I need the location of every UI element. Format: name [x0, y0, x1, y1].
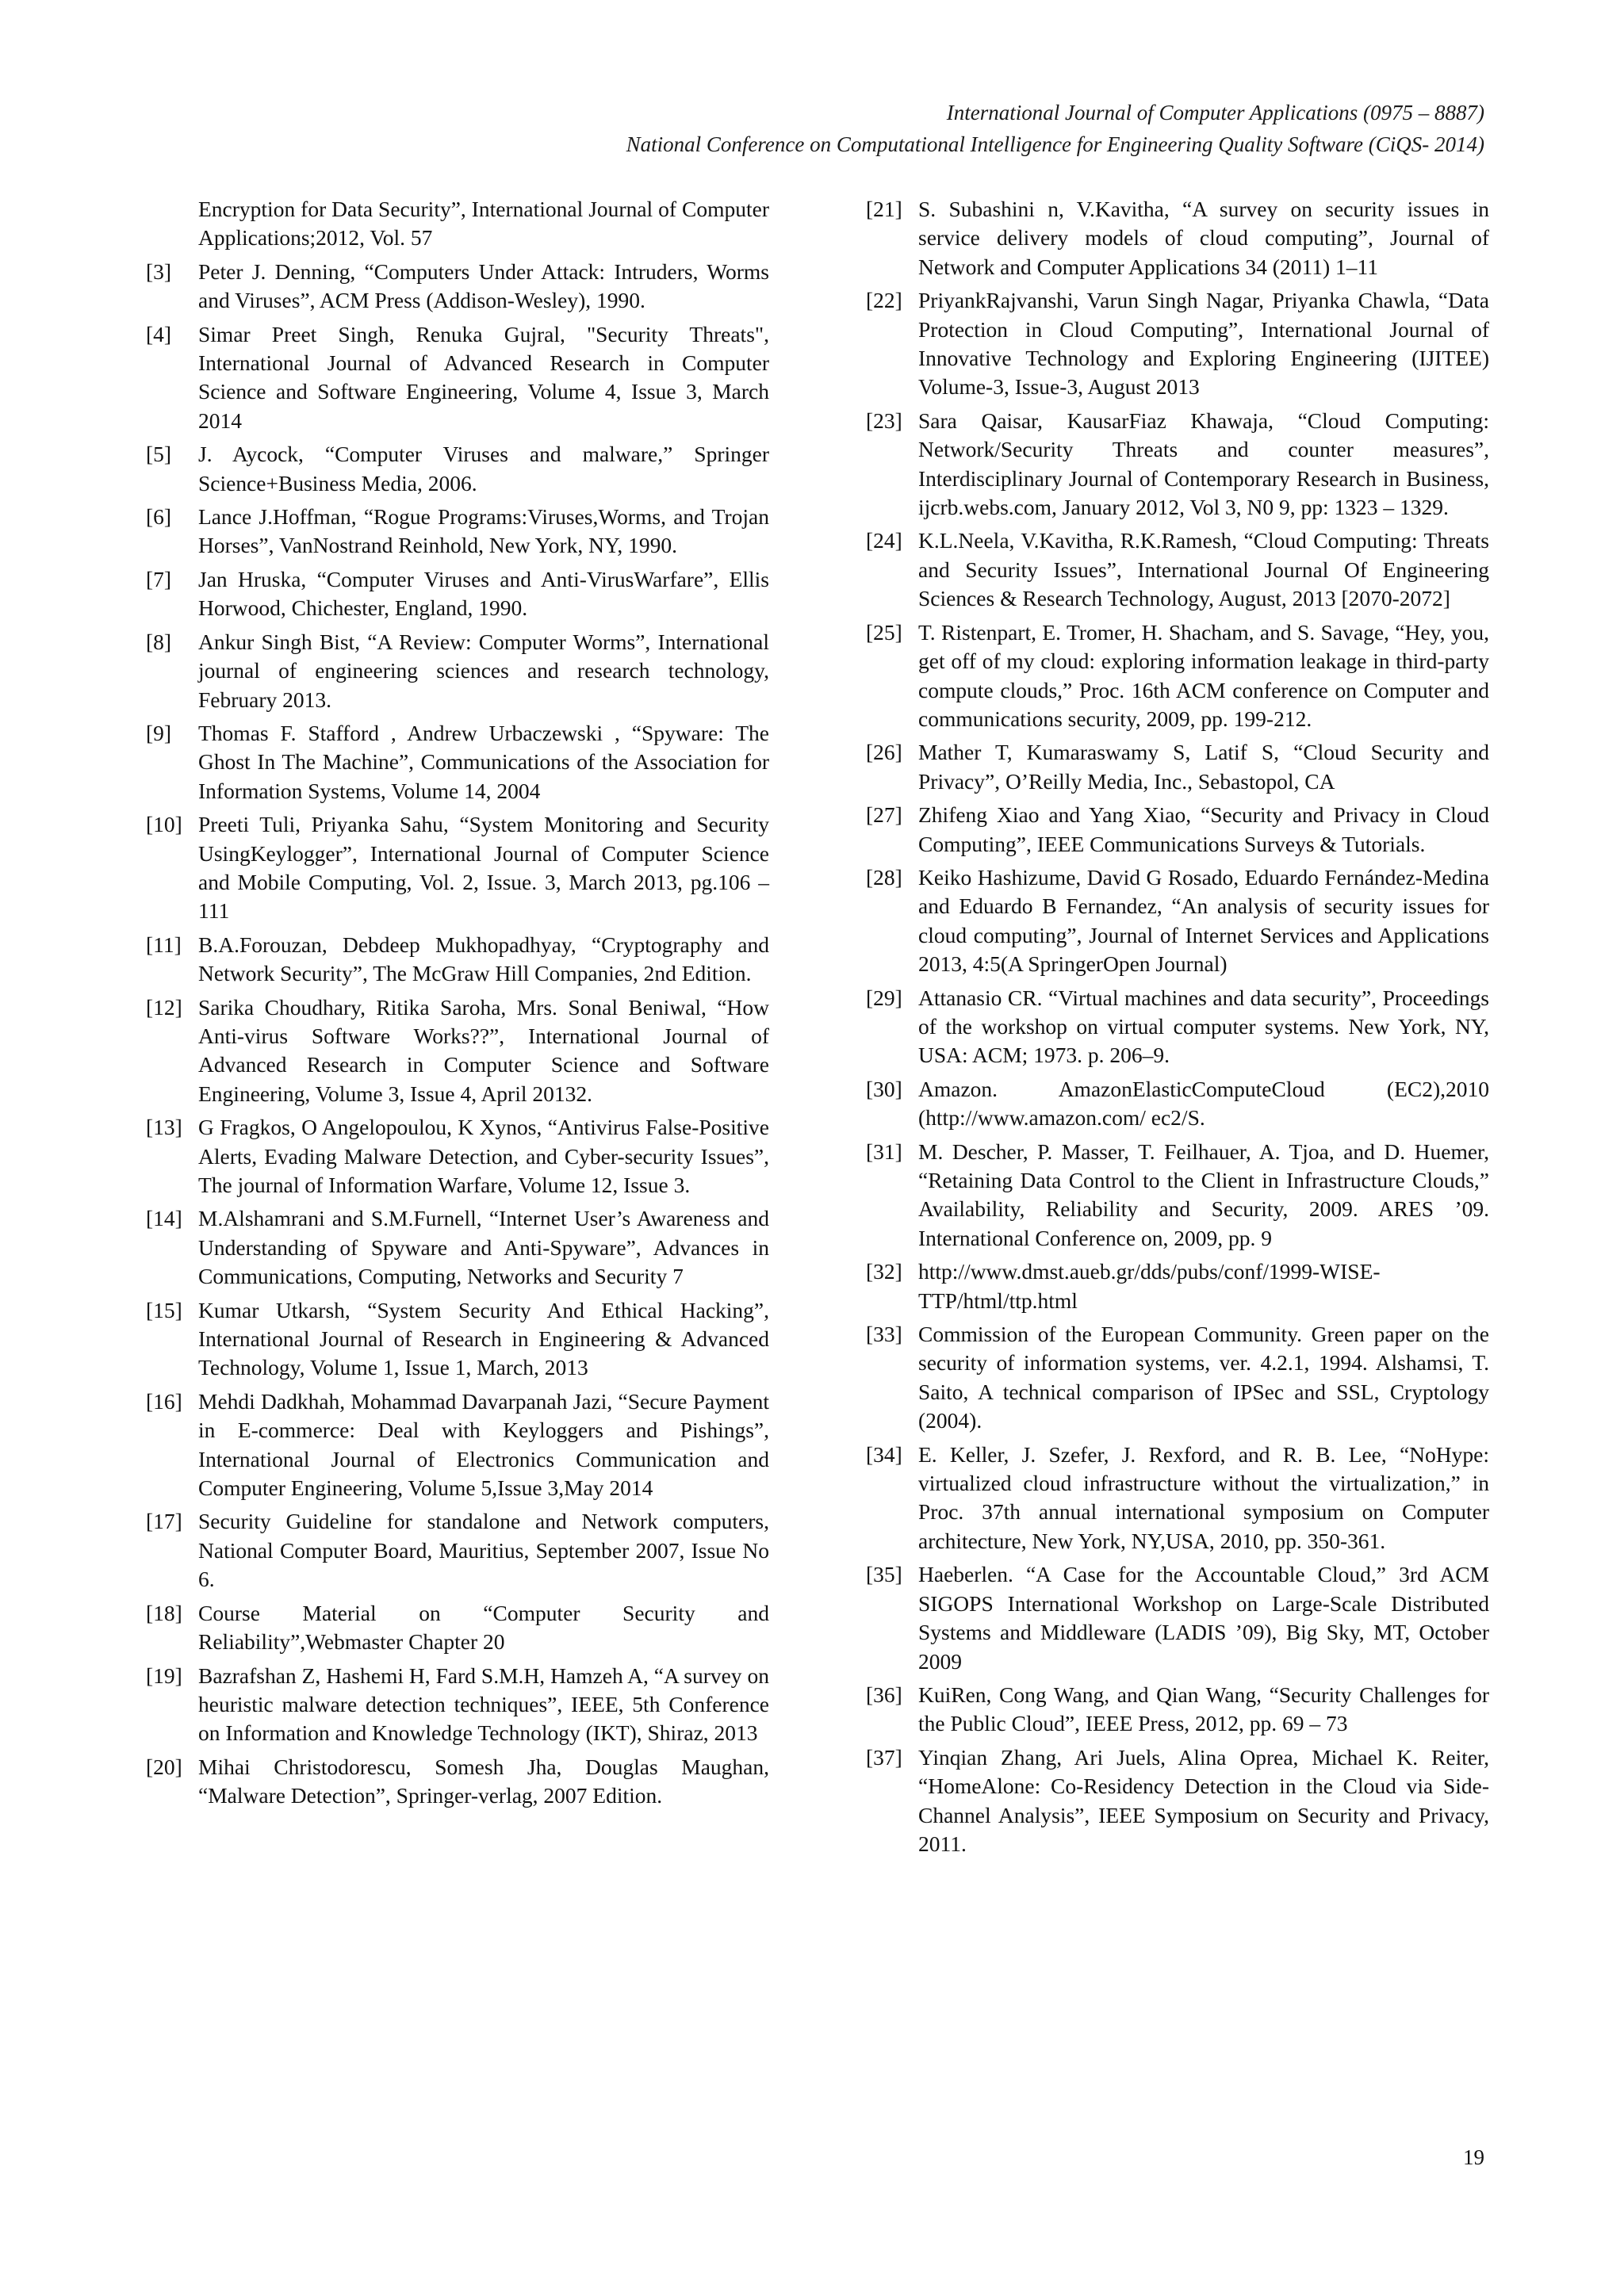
reference-text: S. Subashini n, V.Kavitha, “A survey on security issues in service delivery models of cloud computing”, Journal of Network and Computer Applications 34 (2011) 1–11: [918, 197, 1489, 279]
journal-title: International Journal of Computer Applications (0975 – 8887): [946, 101, 1484, 124]
reference-item: [866, 1075, 1489, 1133]
reference-text: E. Keller, J. Szefer, J. Rexford, and R. B. Lee, “NoHype: virtualized cloud infrastructure without the virtualization,” in Proc. 37th annual international symposium on Computer architecture, New York, NY,USA, 2010, pp. 350-361.: [918, 1441, 1489, 1553]
reference-number: [37]: [866, 1744, 902, 1770]
reference-number: [6]: [146, 504, 172, 530]
reference-item: [146, 258, 769, 316]
reference-item: [146, 810, 769, 926]
reference-item: [146, 1507, 769, 1594]
reference-number: [35]: [866, 1562, 902, 1587]
reference-item: [866, 1560, 1489, 1676]
reference-item: [146, 440, 769, 498]
reference-item: [146, 931, 769, 989]
references-left-column: [146, 195, 769, 1816]
reference-item: [146, 1204, 769, 1291]
reference-number: [20]: [146, 1754, 182, 1779]
reference-number: [22]: [866, 288, 902, 313]
reference-number: [7]: [146, 566, 172, 591]
reference-text: J. Aycock, “Computer Viruses and malware,” Springer Science+Business Media, 2006.: [198, 442, 769, 496]
reference-text: Amazon. AmazonElasticComputeCloud (EC2),2010 (http://www.amazon.com/ ec2/S.: [918, 1076, 1489, 1131]
page-number: 19: [1463, 2145, 1484, 2169]
references-right-column: [866, 195, 1489, 1863]
reference-item: [146, 320, 769, 436]
reference-item: [866, 863, 1489, 979]
reference-number: [19]: [146, 1663, 182, 1688]
reference-number: [28]: [866, 864, 902, 890]
reference-text: Preeti Tuli, Priyanka Sahu, “System Monitoring and Security UsingKeylogger”, International Journal of Computer Science and Mobile Computing, Vol. 2, Issue. 3, March 2013, pg.106 – 111: [198, 812, 769, 924]
reference-item: [146, 628, 769, 714]
reference-text: Mather T, Kumaraswamy S, Latif S, “Cloud Security and Privacy”, O’Reilly Media, Inc., Sebastopol, CA: [918, 740, 1489, 794]
reference-item: [866, 618, 1489, 734]
reference-number: [9]: [146, 720, 172, 745]
reference-item: [146, 1753, 769, 1811]
reference-item: [866, 1743, 1489, 1859]
reference-item: [146, 195, 769, 253]
reference-item: [146, 993, 769, 1109]
reference-text: Sara Qaisar, KausarFiaz Khawaja, “Cloud Computing: Network/Security Threats and counter measures”, Interdisciplinary Journal of Contemporary Research in Business, ijcrb.webs.com, January 2012, Vol 3, N0 9, pp: 1323 – 1329.: [918, 408, 1489, 520]
conference-title: National Conference on Computational Intelligence for Engineering Quality Software (CiQS- 2014): [626, 132, 1484, 156]
reference-text: Security Guideline for standalone and Network computers, National Computer Board, Mauritius, September 2007, Issue No 6.: [198, 1509, 769, 1592]
reference-number: [12]: [146, 994, 182, 1020]
reference-text: B.A.Forouzan, Debdeep Mukhopadhyay, “Cryptography and Network Security”, The McGraw Hill Companies, 2nd Edition.: [198, 932, 769, 986]
reference-item: [866, 1681, 1489, 1739]
reference-number: [3]: [146, 258, 172, 284]
reference-text: G Fragkos, O Angelopoulou, K Xynos, “Antivirus False-Positive Alerts, Evading Malware Detection, and Cyber-security Issues”, The journal of Information Warfare, Volume 12, Issue 3.: [198, 1115, 769, 1197]
reference-number: [13]: [146, 1115, 182, 1140]
reference-text: Peter J. Denning, “Computers Under Attack: Intruders, Worms and Viruses”, ACM Press (Addison-Wesley), 1990.: [198, 258, 769, 313]
reference-number: [14]: [146, 1206, 182, 1231]
reference-item: [146, 1599, 769, 1657]
reference-item: [146, 503, 769, 561]
reference-item: [146, 1387, 769, 1503]
reference-number: [36]: [866, 1682, 902, 1707]
reference-item: [866, 1441, 1489, 1556]
reference-text: T. Ristenpart, E. Tromer, H. Shacham, and S. Savage, “Hey, you, get off of my cloud: exploring information leakage in third-party compute clouds,” Proc. 16th ACM conference on Computer and communications security, 2009, pp. 199-212.: [918, 619, 1489, 731]
reference-number: [26]: [866, 740, 902, 765]
reference-item: [866, 801, 1489, 859]
reference-number: [32]: [866, 1259, 902, 1284]
reference-item: [146, 719, 769, 806]
reference-number: [11]: [146, 932, 182, 957]
reference-number: [18]: [146, 1600, 182, 1625]
reference-number: [17]: [146, 1509, 182, 1534]
reference-text: Encryption for Data Security”, International Journal of Computer Applications;2012, Vol. 57: [198, 197, 769, 251]
reference-text: Thomas F. Stafford , Andrew Urbaczewski , “Spyware: The Ghost In The Machine”, Communications of the Association for Information Systems, Volume 14, 2004: [198, 720, 769, 803]
reference-text: M. Descher, P. Masser, T. Feilhauer, A. Tjoa, and D. Huemer, “Retaining Data Control to the Client in Infrastructure Clouds,” Availability, Reliability and Security, 2009. ARES ’09. International Conference on, 2009, pp. 9: [918, 1138, 1489, 1250]
reference-text: Zhifeng Xiao and Yang Xiao, “Security and Privacy in Cloud Computing”, IEEE Communications Surveys & Tutorials.: [918, 802, 1489, 856]
reference-item: [146, 1113, 769, 1200]
reference-number: [29]: [866, 985, 902, 1010]
reference-text: Keiko Hashizume, David G Rosado, Eduardo Fernández-Medina and Eduardo B Fernandez, “An analysis of security issues for cloud computing”, Journal of Internet Services and Applications 2013, 4:5(A SpringerOpen Journal): [918, 864, 1489, 977]
reference-number: [15]: [146, 1297, 182, 1322]
reference-text: Simar Preet Singh, Renuka Gujral, "Security Threats", International Journal of Advanced Research in Computer Science and Software Engineering, Volume 4, Issue 3, March 2014: [198, 321, 769, 433]
reference-number: [8]: [146, 629, 172, 654]
reference-item: [866, 286, 1489, 402]
reference-item: [866, 984, 1489, 1070]
reference-item: [866, 407, 1489, 522]
reference-item: [866, 1138, 1489, 1253]
reference-text: Ankur Singh Bist, “A Review: Computer Worms”, International journal of engineering sciences and research technology, February 2013.: [198, 629, 769, 712]
reference-number: [27]: [866, 802, 902, 828]
reference-item: [866, 1320, 1489, 1436]
reference-text: Mehdi Dadkhah, Mohammad Davarpanah Jazi, “Secure Payment in E-commerce: Deal with Keyloggers and Pishings”, International Journal of Electronics Communication and Computer Engineering, Volume 5,Issue 3,May 2014: [198, 1388, 769, 1501]
reference-text: Sarika Choudhary, Ritika Saroha, Mrs. Sonal Beniwal, “How Anti-virus Software Works??”, International Journal of Advanced Research in Computer Science and Software Engineering, Volume 3, Issue 4, April 20132.: [198, 994, 769, 1106]
reference-item: [146, 565, 769, 623]
reference-text: M.Alshamrani and S.M.Furnell, “Internet User’s Awareness and Understanding of Spyware and Anti-Spyware”, Advances in Communications, Computing, Networks and Security 7: [198, 1206, 769, 1289]
reference-item: [866, 738, 1489, 796]
reference-number: [23]: [866, 408, 902, 433]
reference-text: Bazrafshan Z, Hashemi H, Fard S.M.H, Hamzeh A, “A survey on heuristic malware detection techniques”, IEEE, 5th Conference on Information and Knowledge Technology (IKT), Shiraz, 2013: [198, 1663, 769, 1746]
reference-number: [31]: [866, 1138, 902, 1164]
reference-item: [146, 1296, 769, 1383]
reference-number: [21]: [866, 197, 902, 221]
reference-text: KuiRen, Cong Wang, and Qian Wang, “Security Challenges for the Public Cloud”, IEEE Press, 2012, pp. 69 – 73: [918, 1682, 1489, 1736]
reference-number: [5]: [146, 442, 172, 467]
reference-number: [16]: [146, 1388, 182, 1414]
reference-number: [25]: [866, 619, 902, 645]
reference-item: [866, 526, 1489, 613]
reference-item: [146, 1662, 769, 1748]
reference-text: Mihai Christodorescu, Somesh Jha, Douglas Maughan, “Malware Detection”, Springer-verlag, 2007 Edition.: [198, 1754, 769, 1808]
reference-text: Attanasio CR. “Virtual machines and data security”, Proceedings of the workshop on virtual computer systems. New York, NY, USA: ACM; 1973. p. 206–9.: [918, 985, 1489, 1068]
reference-text: Kumar Utkarsh, “System Security And Ethical Hacking”, International Journal of Research in Engineering & Advanced Technology, Volume 1, Issue 1, March, 2013: [198, 1297, 769, 1380]
reference-number: [34]: [866, 1441, 902, 1467]
reference-text: Yinqian Zhang, Ari Juels, Alina Oprea, Michael K. Reiter, “HomeAlone: Co-Residency Detection in the Cloud via Side-Channel Analysis”, IEEE Symposium on Security and Privacy, 2011.: [918, 1744, 1489, 1856]
reference-text: Lance J.Hoffman, “Rogue Programs:Viruses,Worms, and Trojan Horses”, VanNostrand Reinhold, New York, NY, 1990.: [198, 504, 769, 558]
reference-text: http://www.dmst.aueb.gr/dds/pubs/conf/1999-WISE-TTP/html/ttp.html: [918, 1259, 1381, 1313]
reference-number: [33]: [866, 1322, 902, 1347]
reference-text: Commission of the European Community. Green paper on the security of information systems, ver. 4.2.1, 1994. Alshamsi, T. Saito, A technical comparison of IPSec and SSL, Cryptology (2004).: [918, 1322, 1489, 1433]
reference-item: [866, 1257, 1489, 1315]
reference-text: Course Material on “Computer Security and Reliability”,Webmaster Chapter 20: [198, 1600, 769, 1655]
reference-number: [24]: [866, 528, 902, 553]
reference-text: K.L.Neela, V.Kavitha, R.K.Ramesh, “Cloud Computing: Threats and Security Issues”, International Journal Of Engineering Sciences & Research Technology, August, 2013 [2070-2072]: [918, 528, 1489, 611]
reference-text: Jan Hruska, “Computer Viruses and Anti-VirusWarfare”, Ellis Horwood, Chichester, England, 1990.: [198, 566, 769, 621]
reference-text: Haeberlen. “A Case for the Accountable Cloud,” 3rd ACM SIGOPS International Workshop on Large-Scale Distributed Systems and Middleware (LADIS ’09), Big Sky, MT, October 2009: [918, 1562, 1489, 1674]
reference-number: [10]: [146, 812, 182, 837]
reference-text: PriyankRajvanshi, Varun Singh Nagar, Priyanka Chawla, “Data Protection in Cloud Computing”, International Journal of Innovative Technology and Exploring Engineering (IJITEE) Volume-3, Issue-3, August 2013: [918, 288, 1489, 400]
reference-number: [30]: [866, 1076, 902, 1101]
reference-number: [4]: [146, 321, 172, 346]
reference-item: [866, 195, 1489, 281]
page-header: [626, 97, 1484, 160]
